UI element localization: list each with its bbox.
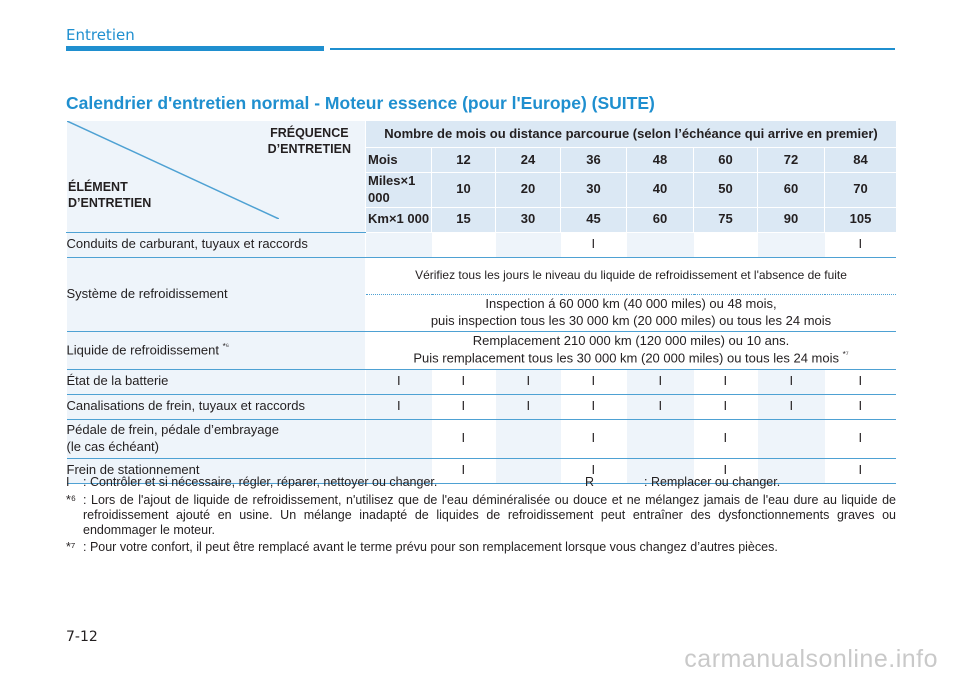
table-row-fuel-lines (67, 232, 897, 257)
interval-cell: I (694, 369, 758, 394)
header-cell: 30 (561, 173, 627, 208)
footnote-text: : Pour votre confort, il peut être remplacé avant le terme prévu pour son remplacement lorsque vous changez d’autres pièces. (83, 540, 778, 554)
row-label: Système de refroidissement (67, 257, 366, 331)
interval-cell: I (825, 419, 897, 458)
interval-cell: I (366, 369, 432, 394)
interval-cell (496, 419, 561, 458)
header-cell: 15 (432, 207, 496, 232)
header-cell: 84 (825, 148, 897, 173)
legend-i-text: : Contrôler et si nécessaire, régler, réparer, nettoyer ou changer. (83, 475, 438, 489)
interval-cell: I (758, 394, 825, 419)
row-label: Canalisations de frein, tuyaux et raccords (67, 394, 366, 419)
interval-cell: I (432, 394, 496, 419)
header-cell: 45 (561, 207, 627, 232)
watermark: carmanualsonline.info (684, 645, 938, 673)
interval-cell: I (825, 369, 897, 394)
header-cell: 90 (758, 207, 825, 232)
table-corner-cell (67, 121, 366, 232)
table-row-coolant (67, 331, 897, 369)
interval-cell: I (432, 419, 496, 458)
cooling-daily-check: Vérifiez tous les jours le niveau du liquide de refroidissement et l'absence de fuite (366, 257, 897, 294)
interval-cell: I (432, 458, 496, 483)
interval-cell: I (694, 394, 758, 419)
interval-cell (758, 419, 825, 458)
row-label: Conduits de carburant, tuyaux et raccords (67, 232, 366, 257)
header-cell: 75 (694, 207, 758, 232)
header-cell: 30 (496, 207, 561, 232)
interval-cell: I (496, 394, 561, 419)
header-title: Nombre de mois ou distance parcourue (selon l’échéance qui arrive en premier) (366, 121, 897, 148)
legend-i-key: I (66, 475, 70, 489)
table-row-brake-lines (67, 394, 897, 419)
header-cell: 40 (627, 173, 694, 208)
interval-cell: I (627, 369, 694, 394)
row-label: État de la batterie (67, 369, 366, 394)
interval-cell: I (561, 394, 627, 419)
table-row-pedals (67, 419, 897, 458)
interval-cell: I (825, 394, 897, 419)
coolant-replacement: Remplacement 210 000 km (120 000 miles) ou 10 ans. Puis remplacement tous les 30 000 km (20 000 miles) ou tous les 24 mois $^{*^7}$ (366, 331, 897, 369)
frequency-label: FRÉQUENCE D’ENTRETIEN (267, 126, 351, 156)
interval-cell: I (825, 232, 897, 257)
header-cell: 60 (758, 173, 825, 208)
section-rule-thin (330, 48, 895, 50)
row-label: Frein de stationnement (67, 458, 366, 483)
header-cell: 48 (627, 148, 694, 173)
interval-cell: I (432, 369, 496, 394)
cooling-inspection: Inspection á 60 000 km (40 000 miles) ou 48 mois, puis inspection tous les 30 000 km (20 000 miles) ou tous les 24 mois (366, 294, 897, 331)
table-row-cooling-system (67, 257, 897, 294)
header-cell: 36 (561, 148, 627, 173)
footnote-text: : Lors de l'ajout de liquide de refroidissement, n'utilisez que de l'eau déminéralisée ou douce et ne mélangez jamais de l'eau dure au liquide de refroidissement ajouté en usine. Un mélange inadapté de liquides de refroidissement peut entraîner des dysfonctionnements graves ou endommager le moteur. (83, 493, 896, 537)
interval-cell: I (694, 419, 758, 458)
row-label: Pédale de frein, pédale d’embrayage (le cas échéant) (67, 419, 366, 458)
header-cell: 70 (825, 173, 897, 208)
interval-cell (366, 419, 432, 458)
header-cell: 72 (758, 148, 825, 173)
table-row-battery (67, 369, 897, 394)
header-cell: 50 (694, 173, 758, 208)
notes (66, 475, 896, 555)
footnote-6 (66, 493, 896, 538)
interval-cell: I (694, 458, 758, 483)
interval-cell (627, 232, 694, 257)
header-row-label: Miles×1 000 (366, 173, 432, 208)
page-number: 7-12 (66, 629, 98, 645)
interval-cell: I (496, 369, 561, 394)
header-row-label: Mois (366, 148, 432, 173)
header-cell: 60 (627, 207, 694, 232)
section-label: Entretien (66, 26, 135, 44)
interval-cell (627, 419, 694, 458)
header-cell: 105 (825, 207, 897, 232)
section-rule-thick (66, 46, 324, 51)
header-cell: 12 (432, 148, 496, 173)
header-row-label: Km×1 000 (366, 207, 432, 232)
interval-cell (432, 232, 496, 257)
legend-note (66, 475, 896, 490)
row-label: Liquide de refroidissement $^{*^6}$ (67, 331, 366, 369)
interval-cell: I (561, 419, 627, 458)
header-cell: 24 (496, 148, 561, 173)
interval-cell: I (825, 458, 897, 483)
interval-cell: I (627, 394, 694, 419)
page-title: Calendrier d'entretien normal - Moteur essence (pour l'Europe) (SUITE) (66, 93, 655, 113)
element-label: ÉLÉMENT D’ENTRETIEN (68, 180, 152, 210)
footnote-key: *⁷ (66, 540, 76, 554)
interval-cell: I (561, 232, 627, 257)
header-cell: 20 (496, 173, 561, 208)
maintenance-schedule-table (66, 121, 896, 484)
interval-cell (496, 232, 561, 257)
interval-cell (366, 232, 432, 257)
header-cell: 60 (694, 148, 758, 173)
interval-cell (758, 232, 825, 257)
interval-cell: I (561, 458, 627, 483)
interval-cell (694, 232, 758, 257)
legend-r-key: R (585, 475, 595, 489)
header-cell: 10 (432, 173, 496, 208)
footnote-key: *⁶ (66, 493, 77, 507)
footnote-7 (66, 540, 896, 555)
interval-cell: I (366, 394, 432, 419)
interval-cell: I (561, 369, 627, 394)
interval-cell: I (758, 369, 825, 394)
legend-r-text: : Remplacer ou changer. (644, 475, 781, 489)
